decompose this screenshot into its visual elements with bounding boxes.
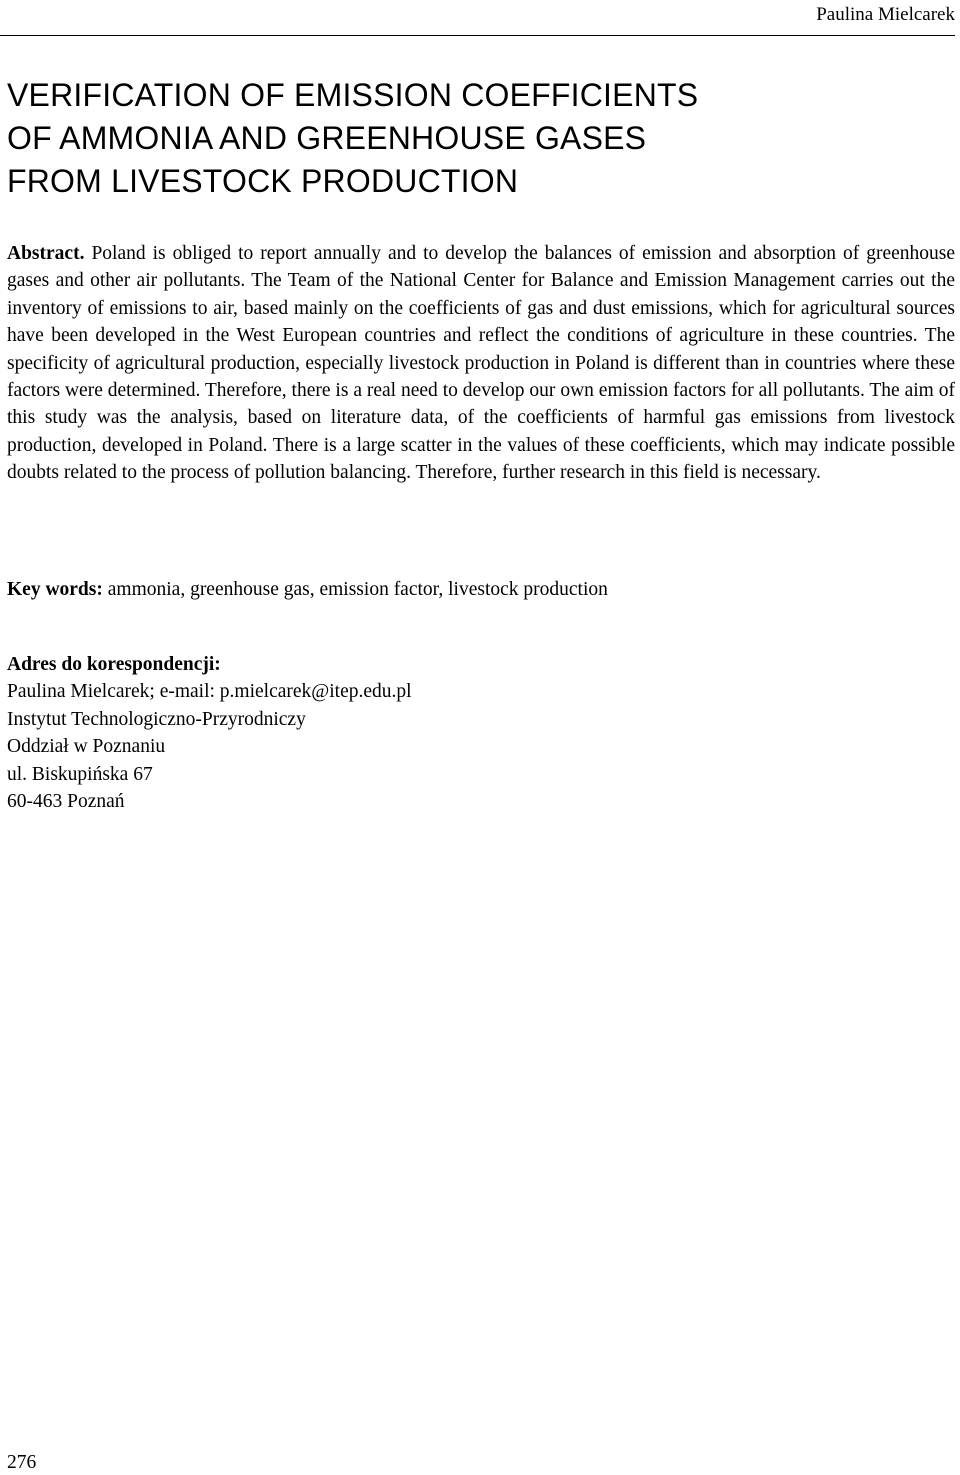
abstract	[7, 240, 955, 487]
abstract-label: Abstract.	[7, 243, 85, 264]
correspondence-line: Oddział w Poznaniu	[7, 736, 166, 758]
keywords	[7, 577, 955, 603]
correspondence-line: Instytut Technologiczno-Przyrodniczy	[7, 708, 306, 730]
correspondence-label: Adres do korespondencji:	[7, 654, 221, 675]
title-line: VERIFICATION OF EMISSION COEFFICIENTS	[7, 77, 699, 113]
correspondence-line: ul. Biskupińska 67	[7, 763, 153, 785]
correspondence-line: 60-463 Poznań	[7, 791, 125, 813]
correspondence-line: Paulina Mielcarek; e-mail: p.mielcarek@itep.edu.pl	[7, 681, 412, 703]
title-line: FROM LIVESTOCK PRODUCTION	[7, 163, 519, 199]
correspondence-block	[7, 651, 955, 815]
keywords-label: Key words:	[7, 579, 103, 600]
page-number: 276	[7, 1452, 37, 1473]
title-line: OF AMMONIA AND GREENHOUSE GASES	[7, 120, 647, 156]
abstract-text: Poland is obliged to report annually and to develop the balances of emission and absorption of greenhouse gases and other air pollutants. The Team of the National Center for Balance and Emission Management carries out the inventory of emissions to air, based mainly on the coefficients of gas and dust emissions, which for agricultural sources have been developed in the West European countries and reflect the conditions of agriculture in these countries. The specificity of agricultural production, especially livestock production in Poland is different than in countries where these factors were determined. Therefore, there is a real need to develop our own emission factors for all pollutants. The aim of this study was the analysis, based on literature data, of the coefficients of harmful gas emissions from livestock production, developed in Poland. There is a large scatter in the values of these coefficients, which may indicate possible doubts related to the process of pollution balancing. Therefore, further research in this field is necessary.	[7, 243, 956, 484]
keywords-text: ammonia, greenhouse gas, emission factor, livestock production	[107, 579, 608, 600]
header-author: Paulina Mielcarek	[816, 4, 955, 25]
running-header	[0, 0, 955, 36]
article-title	[7, 74, 907, 203]
